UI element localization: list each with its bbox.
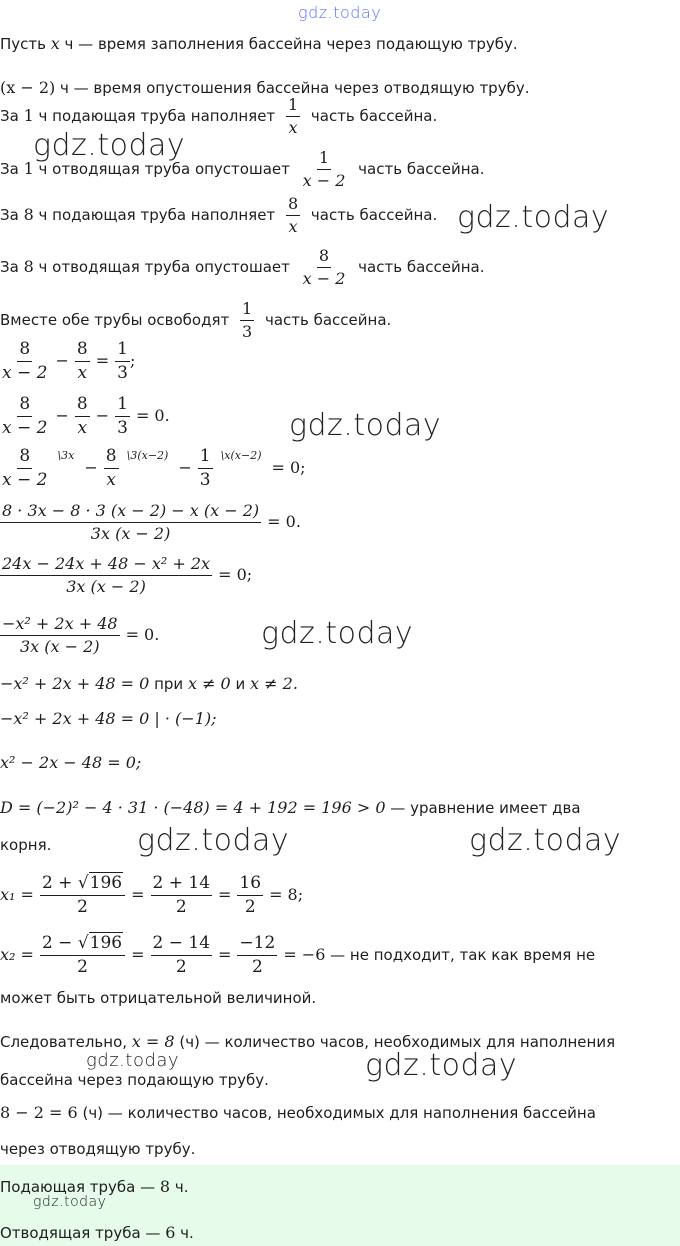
text-line: За 8 ч отводящая труба опустошает $\frac{8}{x - 2}$ часть бассейна. [0, 246, 485, 288]
equation: −x² + 2x + 48 = 0 при x ≠ 0 и x ≠ 2. [0, 674, 298, 693]
watermark: gdz.today [469, 823, 622, 858]
text-line: За 8 ч подающая труба наполняет $\frac{8}{x}$ часть бассейна. [0, 194, 438, 236]
watermark: gdz.today [33, 1194, 107, 1210]
text-line: бассейна через подающую трубу. [0, 1071, 269, 1089]
equation-x2: x₂ = $\frac{2 - √196}{2}$ = $\frac{2 - 14}{2}$ = $\frac{-12}{2}$ = −6 — не подходит, так как время не [0, 933, 596, 977]
watermark: gdz.today [33, 128, 186, 163]
text-line: Следовательно, x = 8 (ч) — количество часов, необходимых для наполнения [0, 1032, 616, 1051]
text-line: За 1 ч подающая труба наполняет $\frac{1}{x}$ часть бассейна. [0, 95, 438, 137]
text-line: через отводящую трубу. [0, 1140, 196, 1158]
equation: $\frac{8}{x - 2}$ $^{\backslash 3x}$− $\frac{8}{x}$ $^{\backslash 3(x-2)}$− $\frac{1}{3}$ $^{\backslash x(x-2)}$= 0; [2, 446, 306, 490]
equation-x1: x₁ = $\frac{2 + √196}{2}$ = $\frac{2 + 14}{2}$ = $\frac{16}{2}$ = 8; [0, 873, 304, 917]
text-line: Вместе обе трубы освободят $\frac{1}{3}$ часть бассейна. [0, 299, 392, 341]
text-line: 8 − 2 = 6 (ч) — количество часов, необходимых для наполнения бассейна [0, 1103, 596, 1122]
equation: $\frac{8 \cdot 3x - 8 \cdot 3 (x - 2) - x (x - 2)}{3x (x - 2)}$ = 0. [2, 501, 301, 543]
discriminant-line: D = (−2)² − 4 · 31 · (−48) = 4 + 192 = 196 > 0 — уравнение имеет два [0, 798, 581, 817]
watermark: gdz.today [457, 200, 610, 235]
watermark: gdz.today [86, 1050, 180, 1071]
equation: −x² + 2x + 48 = 0 | · (−1); [0, 709, 217, 728]
text-line: Пусть x ч — время заполнения бассейна через подающую трубу. [0, 34, 518, 53]
answer-line: Отводящая труба — 6 ч. [0, 1223, 194, 1242]
text-line: может быть отрицательной величиной. [0, 989, 317, 1007]
watermark: gdz.today [137, 823, 290, 858]
answer-line: Подающая труба — 8 ч. [0, 1177, 189, 1196]
equation: x² − 2x − 48 = 0; [0, 753, 142, 772]
watermark: gdz.today [298, 3, 382, 22]
text-line: корня. [0, 836, 52, 854]
text-line: (x − 2) ч — время опустошения бассейна через отводящую трубу. [0, 78, 530, 97]
equation: $\frac{\text{24x − 24x + 48 − x² + 2x}}{3x (x - 2)}$ = 0; [2, 554, 253, 596]
equation: $\frac{\text{−x² + 2x + 48}}{3x (x - 2)}$ = 0. [2, 614, 160, 656]
watermark: gdz.today [261, 616, 414, 651]
watermark: gdz.today [289, 408, 442, 443]
equation: $\frac{8}{x - 2}$ − $\frac{8}{x}$ = $\frac{1}{3}$ ; [2, 339, 136, 383]
watermark: gdz.today [365, 1048, 518, 1083]
text-line: За 1 ч отводящая труба опустошает $\frac{1}{x - 2}$ часть бассейна. [0, 148, 485, 190]
equation: $\frac{8}{x - 2}$ − $\frac{8}{x}$ − $\frac{1}{3}$ = 0. [2, 394, 170, 438]
